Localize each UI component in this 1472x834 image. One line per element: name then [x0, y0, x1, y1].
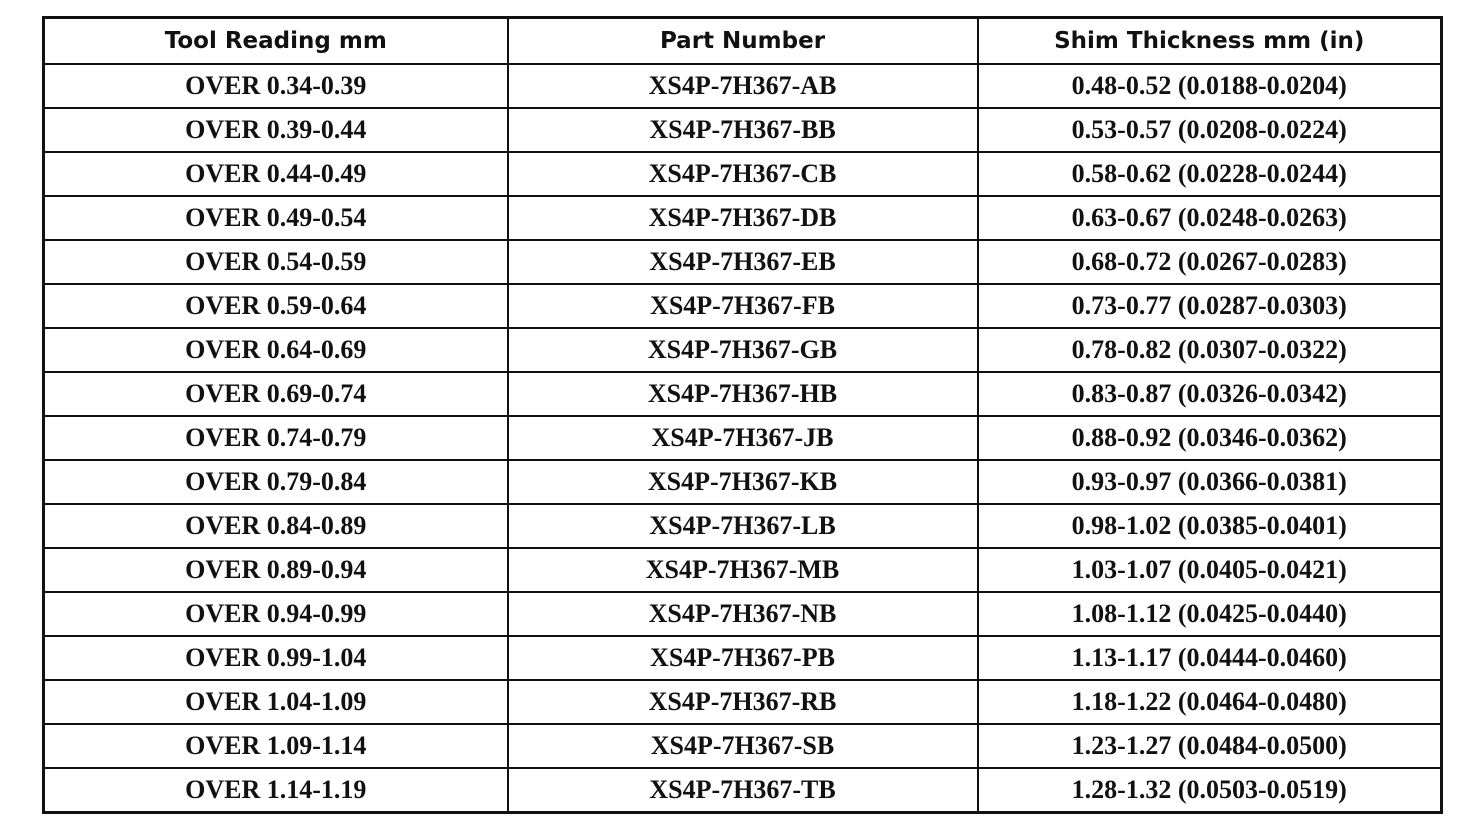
tool-reading-cell: OVER 0.99-1.04 [44, 636, 508, 680]
shim-thickness-cell: 1.08-1.12 (0.0425-0.0440) [978, 592, 1442, 636]
shim-thickness-cell: 0.68-0.72 (0.0267-0.0283) [978, 240, 1442, 284]
tool-reading-cell: OVER 0.84-0.89 [44, 504, 508, 548]
shim-thickness-cell: 0.58-0.62 (0.0228-0.0244) [978, 152, 1442, 196]
header-part-number: Part Number [508, 18, 978, 65]
table-row [44, 504, 1442, 548]
part-number-cell: XS4P-7H367-GB [508, 328, 978, 372]
table-row [44, 108, 1442, 152]
shim-selection-table [42, 16, 1443, 814]
tool-reading-cell: OVER 0.59-0.64 [44, 284, 508, 328]
part-number-cell: XS4P-7H367-DB [508, 196, 978, 240]
table-row [44, 548, 1442, 592]
table-row [44, 64, 1442, 108]
tool-reading-cell: OVER 0.49-0.54 [44, 196, 508, 240]
table-row [44, 724, 1442, 768]
table-row [44, 680, 1442, 724]
table-row [44, 240, 1442, 284]
table-row [44, 768, 1442, 813]
table-row [44, 460, 1442, 504]
part-number-cell: XS4P-7H367-BB [508, 108, 978, 152]
tool-reading-cell: OVER 1.14-1.19 [44, 768, 508, 813]
part-number-cell: XS4P-7H367-LB [508, 504, 978, 548]
tool-reading-cell: OVER 0.34-0.39 [44, 64, 508, 108]
part-number-cell: XS4P-7H367-RB [508, 680, 978, 724]
tool-reading-cell: OVER 0.39-0.44 [44, 108, 508, 152]
shim-thickness-cell: 0.88-0.92 (0.0346-0.0362) [978, 416, 1442, 460]
part-number-cell: XS4P-7H367-HB [508, 372, 978, 416]
part-number-cell: XS4P-7H367-EB [508, 240, 978, 284]
header-shim-thickness: Shim Thickness mm (in) [978, 18, 1442, 65]
shim-thickness-cell: 0.53-0.57 (0.0208-0.0224) [978, 108, 1442, 152]
table-header-row [44, 18, 1442, 65]
shim-thickness-cell: 0.78-0.82 (0.0307-0.0322) [978, 328, 1442, 372]
part-number-cell: XS4P-7H367-KB [508, 460, 978, 504]
shim-thickness-cell: 0.73-0.77 (0.0287-0.0303) [978, 284, 1442, 328]
tool-reading-cell: OVER 1.04-1.09 [44, 680, 508, 724]
tool-reading-cell: OVER 0.44-0.49 [44, 152, 508, 196]
table-row [44, 152, 1442, 196]
part-number-cell: XS4P-7H367-MB [508, 548, 978, 592]
tool-reading-cell: OVER 0.89-0.94 [44, 548, 508, 592]
table-row [44, 416, 1442, 460]
tool-reading-cell: OVER 0.94-0.99 [44, 592, 508, 636]
part-number-cell: XS4P-7H367-NB [508, 592, 978, 636]
tool-reading-cell: OVER 0.79-0.84 [44, 460, 508, 504]
part-number-cell: XS4P-7H367-AB [508, 64, 978, 108]
part-number-cell: XS4P-7H367-PB [508, 636, 978, 680]
shim-thickness-cell: 0.48-0.52 (0.0188-0.0204) [978, 64, 1442, 108]
table-row [44, 636, 1442, 680]
tool-reading-cell: OVER 1.09-1.14 [44, 724, 508, 768]
table-row [44, 196, 1442, 240]
shim-thickness-cell: 0.63-0.67 (0.0248-0.0263) [978, 196, 1442, 240]
shim-selection-table-container [42, 16, 1440, 814]
table-row [44, 284, 1442, 328]
tool-reading-cell: OVER 0.69-0.74 [44, 372, 508, 416]
part-number-cell: XS4P-7H367-TB [508, 768, 978, 813]
shim-thickness-cell: 0.93-0.97 (0.0366-0.0381) [978, 460, 1442, 504]
tool-reading-cell: OVER 0.54-0.59 [44, 240, 508, 284]
shim-thickness-cell: 1.18-1.22 (0.0464-0.0480) [978, 680, 1442, 724]
tool-reading-cell: OVER 0.64-0.69 [44, 328, 508, 372]
table-row [44, 592, 1442, 636]
part-number-cell: XS4P-7H367-FB [508, 284, 978, 328]
tool-reading-cell: OVER 0.74-0.79 [44, 416, 508, 460]
shim-thickness-cell: 1.28-1.32 (0.0503-0.0519) [978, 768, 1442, 813]
part-number-cell: XS4P-7H367-JB [508, 416, 978, 460]
table-row [44, 328, 1442, 372]
header-tool-reading: Tool Reading mm [44, 18, 508, 65]
part-number-cell: XS4P-7H367-CB [508, 152, 978, 196]
table-row [44, 372, 1442, 416]
shim-thickness-cell: 1.23-1.27 (0.0484-0.0500) [978, 724, 1442, 768]
shim-thickness-cell: 0.83-0.87 (0.0326-0.0342) [978, 372, 1442, 416]
shim-thickness-cell: 1.13-1.17 (0.0444-0.0460) [978, 636, 1442, 680]
shim-thickness-cell: 1.03-1.07 (0.0405-0.0421) [978, 548, 1442, 592]
shim-thickness-cell: 0.98-1.02 (0.0385-0.0401) [978, 504, 1442, 548]
part-number-cell: XS4P-7H367-SB [508, 724, 978, 768]
